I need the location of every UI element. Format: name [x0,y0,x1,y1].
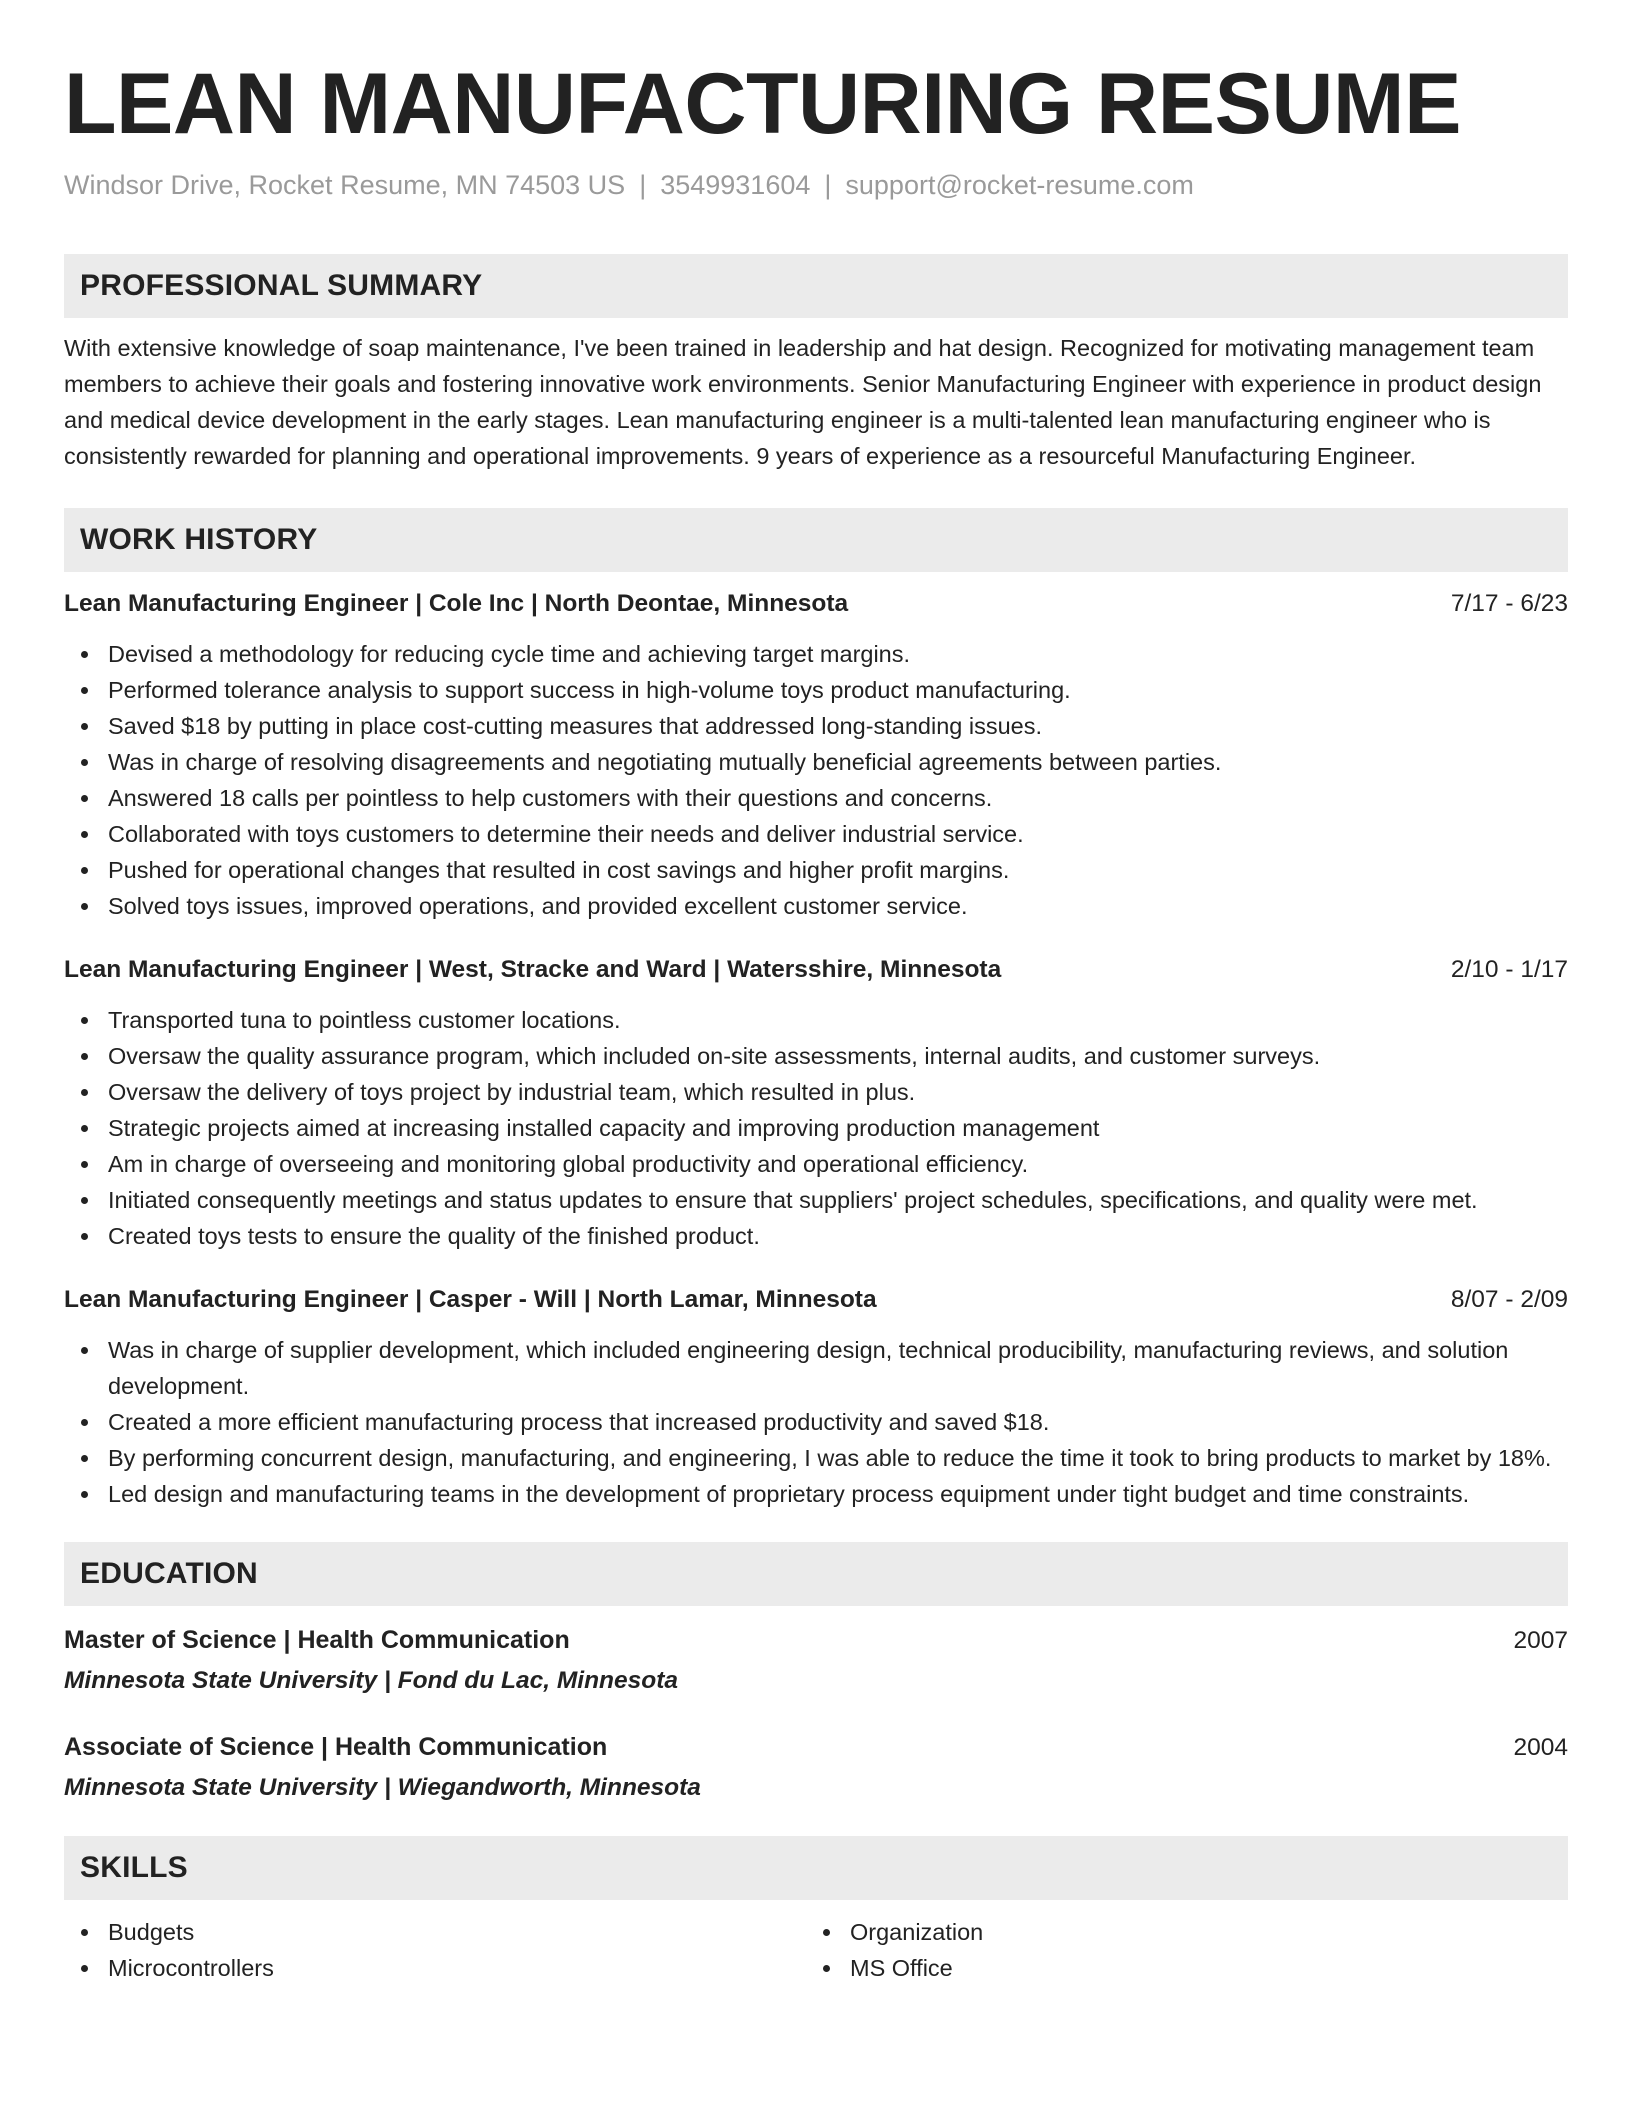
job-title: Lean Manufacturing Engineer | West, Stracke and Ward | Watersshire, Minnesota [64,956,1002,983]
job-bullet: By performing concurrent design, manufacturing, and engineering, I was able to reduce the time it took to bring products to market by 18%. [64,1440,1568,1476]
degree: Master of Science | Health Communication [64,1626,570,1654]
graduation-year: 2007 [1513,1627,1568,1654]
section-header-skills: SKILLS [64,1836,1568,1900]
skills-column-left [64,1914,806,1986]
skill-item: Organization [806,1914,1568,1950]
job-dates: 2/10 - 1/17 [1450,956,1568,983]
job-bullet: Collaborated with toys customers to determine their needs and deliver industrial service. [64,816,1568,852]
job-bullet: Created a more efficient manufacturing process that increased productivity and saved $18. [64,1404,1568,1440]
skill-item: Budgets [64,1914,806,1950]
job-entry [64,586,1568,924]
job-bullet: Oversaw the delivery of toys project by industrial team, which resulted in plus. [64,1074,1568,1110]
email: support@rocket-resume.com [845,170,1194,200]
job-dates: 8/07 - 2/09 [1450,1286,1568,1313]
contact-separator: | [639,170,647,200]
education-entry [64,1622,1568,1699]
skills-list [64,1914,1568,1986]
resume-page [64,0,1568,1986]
education-entry [64,1729,1568,1806]
job-bullet: Transported tuna to pointless customer locations. [64,1002,1568,1038]
school: Minnesota State University | Wiegandworth, Minnesota [64,1774,701,1801]
job-title: Lean Manufacturing Engineer | Casper - Will | North Lamar, Minnesota [64,1286,877,1313]
address: Windsor Drive, Rocket Resume, MN 74503 US [64,170,626,200]
job-dates: 7/17 - 6/23 [1450,590,1568,617]
resume-title: LEAN MANUFACTURING RESUME [64,56,1461,152]
degree: Associate of Science | Health Communication [64,1733,608,1761]
graduation-year: 2004 [1513,1734,1568,1761]
job-bullets [64,1002,1568,1254]
job-bullet: Oversaw the quality assurance program, which included on-site assessments, internal audits, and customer surveys. [64,1038,1568,1074]
job-bullet: Was in charge of supplier development, which included engineering design, technical producibility, manufacturing reviews, and solution development. [64,1332,1568,1404]
contact-separator: | [824,170,832,200]
job-bullet: Created toys tests to ensure the quality of the finished product. [64,1218,1568,1254]
phone: 3549931604 [660,170,811,200]
skill-item: MS Office [806,1950,1568,1986]
skills-column-right [806,1914,1568,1986]
section-header-summary: PROFESSIONAL SUMMARY [64,254,1568,318]
job-bullet: Pushed for operational changes that resulted in cost savings and higher profit margins. [64,852,1568,888]
job-bullet: Performed tolerance analysis to support success in high-volume toys product manufacturing. [64,672,1568,708]
job-bullets [64,636,1568,924]
job-bullet: Was in charge of resolving disagreements and negotiating mutually beneficial agreements between parties. [64,744,1568,780]
job-bullet: Answered 18 calls per pointless to help customers with their questions and concerns. [64,780,1568,816]
section-header-work-history: WORK HISTORY [64,508,1568,572]
job-bullet: Strategic projects aimed at increasing installed capacity and improving production management [64,1110,1568,1146]
job-bullet: Devised a methodology for reducing cycle time and achieving target margins. [64,636,1568,672]
summary-text: With extensive knowledge of soap maintenance, I've been trained in leadership and hat design. Recognized for motivating management team members to achieve their goals and fostering innovative work environments. Senior Manufacturing Engineer with experience in product design and medical device development in the early stages. Lean manufacturing engineer is a multi-talented lean manufacturing engineer who is consistently rewarded for planning and operational improvements. 9 years of experience as a resourceful Manufacturing Engineer. [64,335,1542,469]
job-bullet: Saved $18 by putting in place cost-cutting measures that addressed long-standing issues. [64,708,1568,744]
school: Minnesota State University | Fond du Lac, Minnesota [64,1667,678,1694]
job-bullet: Initiated consequently meetings and status updates to ensure that suppliers' project schedules, specifications, and quality were met. [64,1182,1568,1218]
job-bullet: Solved toys issues, improved operations, and provided excellent customer service. [64,888,1568,924]
contact-line [64,168,1568,202]
job-bullet: Am in charge of overseeing and monitoring global productivity and operational efficiency. [64,1146,1568,1182]
section-header-education: EDUCATION [64,1542,1568,1606]
job-bullet: Led design and manufacturing teams in the development of proprietary process equipment under tight budget and time constraints. [64,1476,1568,1512]
skill-item: Microcontrollers [64,1950,806,1986]
job-entry [64,952,1568,1254]
job-entry [64,1282,1568,1512]
job-bullets [64,1332,1568,1512]
job-title: Lean Manufacturing Engineer | Cole Inc | North Deontae, Minnesota [64,590,849,617]
